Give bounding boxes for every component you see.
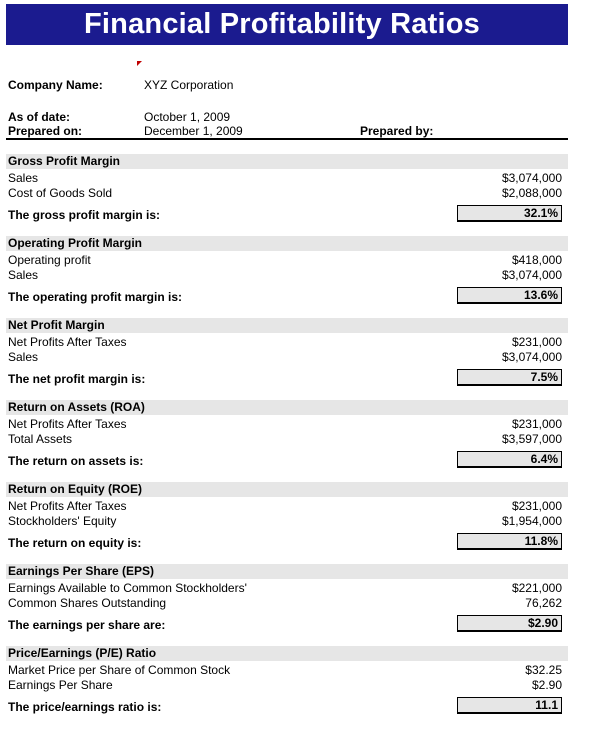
row-label: Cost of Goods Sold [8,186,113,200]
row-label: Sales [8,350,39,364]
data-row [8,252,564,268]
data-row [8,498,564,514]
row-value[interactable]: $231,000 [511,335,562,349]
section-heading: Net Profit Margin [6,318,568,333]
comment-indicator-icon[interactable] [137,61,142,66]
section-heading: Earnings Per Share (EPS) [6,564,568,579]
row-value[interactable]: $2.90 [531,678,562,692]
section-heading: Operating Profit Margin [6,236,568,251]
result-label: The return on equity is: [8,536,142,550]
row-label: Earnings Available to Common Stockholders' [8,581,247,595]
row-label: Earnings Per Share [8,678,113,692]
result-value-cell[interactable]: 7.5% [457,369,562,386]
result-label: The return on assets is: [8,454,144,468]
as-of-date-label: As of date: [8,110,71,124]
data-row [8,349,564,365]
as-of-date-value[interactable]: October 1, 2009 [144,110,231,124]
row-value[interactable]: $3,074,000 [501,350,562,364]
row-value[interactable]: $231,000 [511,499,562,513]
row-value[interactable]: $32.25 [525,663,562,677]
data-row [8,431,564,447]
section-heading: Return on Assets (ROA) [6,400,568,415]
section-return-on-assets [6,400,568,478]
section-heading: Return on Equity (ROE) [6,482,568,497]
result-value-cell[interactable]: 6.4% [457,451,562,468]
row-value[interactable]: $3,074,000 [501,268,562,282]
row-value[interactable]: $221,000 [511,581,562,595]
row-label: Sales [8,171,39,185]
section-price-earnings-ratio [6,646,568,724]
data-row [8,170,564,186]
data-row [8,185,564,201]
row-label: Net Profits After Taxes [8,499,127,513]
row-label: Market Price per Share of Common Stock [8,663,231,677]
section-net-profit-margin [6,318,568,396]
data-row [8,662,564,678]
row-label: Net Profits After Taxes [8,335,127,349]
row-value[interactable]: $2,088,000 [501,186,562,200]
row-value[interactable]: $3,074,000 [501,171,562,185]
row-label: Total Assets [8,432,73,446]
result-label: The price/earnings ratio is: [8,700,162,714]
row-value[interactable]: $3,597,000 [501,432,562,446]
data-row [8,595,564,611]
data-row [8,513,564,529]
result-value-cell[interactable]: 11.1 [457,697,562,714]
company-name-value[interactable]: XYZ Corporation [144,78,234,92]
result-value-cell[interactable]: 11.8% [457,533,562,550]
section-gross-profit-margin [6,154,568,232]
data-row [8,267,564,283]
row-label: Sales [8,268,39,282]
section-earnings-per-share [6,564,568,642]
row-label: Stockholders' Equity [8,514,117,528]
section-operating-profit-margin [6,236,568,314]
company-name-label: Company Name: [8,78,103,92]
data-row [8,580,564,596]
prepared-on-value[interactable]: December 1, 2009 [144,124,243,138]
row-value[interactable]: $418,000 [511,253,562,267]
prepared-on-label: Prepared on: [8,124,83,138]
data-row [8,416,564,432]
result-label: The operating profit margin is: [8,290,183,304]
section-return-on-equity [6,482,568,560]
header-divider [6,138,568,140]
result-label: The earnings per share are: [8,618,166,632]
row-label: Net Profits After Taxes [8,417,127,431]
row-value[interactable]: 76,262 [525,596,562,610]
section-heading: Price/Earnings (P/E) Ratio [6,646,568,661]
section-heading: Gross Profit Margin [6,154,568,169]
result-value-cell[interactable]: 13.6% [457,287,562,304]
row-label: Operating profit [8,253,91,267]
result-value-cell[interactable]: 32.1% [457,205,562,222]
row-value[interactable]: $1,954,000 [501,514,562,528]
data-row [8,334,564,350]
result-value-cell[interactable]: $2.90 [457,615,562,632]
row-value[interactable]: $231,000 [511,417,562,431]
row-label: Common Shares Outstanding [8,596,167,610]
page-title: Financial Profitability Ratios [6,4,568,45]
result-label: The gross profit margin is: [8,208,161,222]
result-label: The net profit margin is: [8,372,146,386]
data-row [8,677,564,693]
prepared-by-label: Prepared by: [360,124,434,138]
